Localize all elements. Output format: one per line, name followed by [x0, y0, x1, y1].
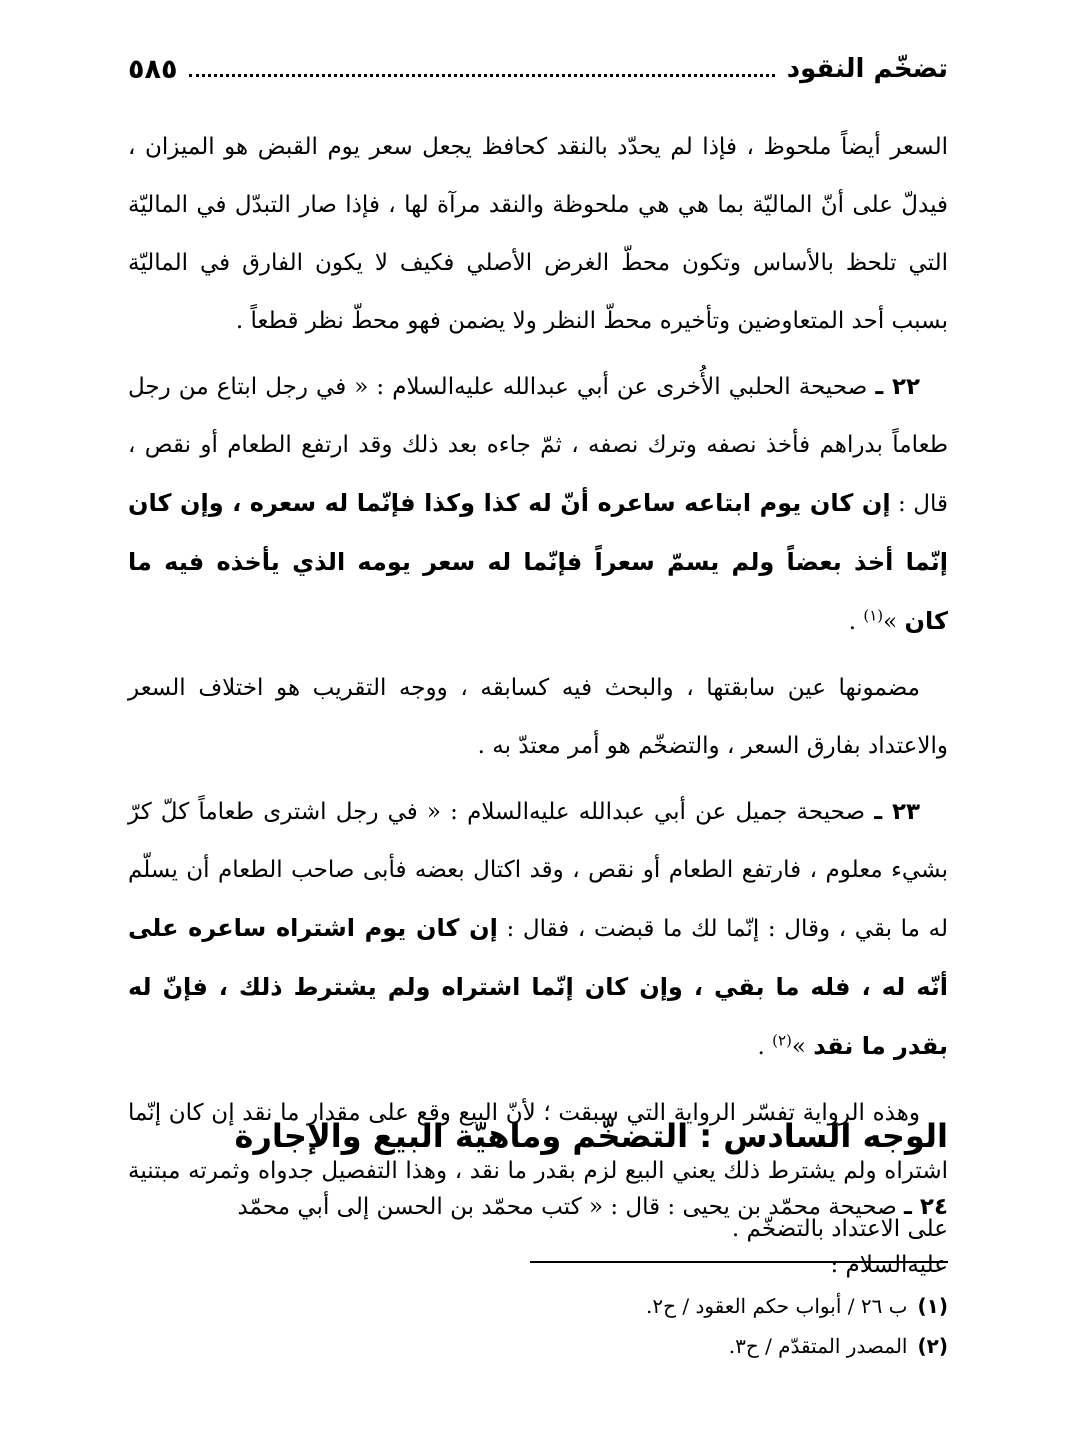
hadith-number: ٢٣ ـ: [874, 799, 921, 825]
hadith-quote-bold: إن كان يوم ابتاعه ساعره أنّ له كذا وكذا فإنّما له سعره ، وإن كان إنّما أخذ بعضاً ولم يسمّ سعراً فإنّما له سعر يومه الذي يأخذه فيه ما كان: [128, 489, 948, 635]
paragraph-1: السعر أيضاً ملحوظ ، فإذا لم يحدّد بالنقد كحافظ يجعل سعر يوم القبض هو الميزان ، فيدلّ على أنّ الماليّة بما هي هي ملحوظة والنقد مرآة لها ، فإذا صار التبدّل في الماليّة التي تلحظ بالأساس وتكون محطّ الغرض الأصلي فكيف لا يكون الفارق في الماليّة بسبب أحد المتعاوضين وتأخيره محطّ النظر ولا يضمن فهو محطّ نظر قطعاً .: [128, 134, 948, 334]
hadith-intro: صحيحة جميل عن أبي عبدالله عليه‌السلام : « في رجل اشترى طعاماً كلّ كرّ بشيء معلوم ، فارتفع الطعام أو نقص ، وقد اكتال بعضه فأبى صاحب الطعام أن يسلّم له ما بقي ، وقال : إنّما لك ما قبضت ، فقال :: [128, 799, 948, 942]
paragraph-hadith-22: [128, 358, 948, 651]
footnote-text: ب ٢٦ / أبواب حكم العقود / ح٢.: [645, 1294, 908, 1318]
paragraph-3: مضمونها عين سابقتها ، والبحث فيه كسابقه ، ووجه التقريب هو اختلاف السعر والاعتداد بفارق السعر ، والتضخّم هو أمر معتدّ به .: [128, 675, 948, 759]
footnote-ref-1: (١): [863, 606, 884, 625]
section-heading: الوجه السادس : التضخّم وماهيّة البيع والإجارة: [234, 1117, 948, 1155]
paragraph-hadith-23: [128, 783, 948, 1076]
footnotes: [128, 1286, 948, 1366]
footnote-mark: (٢): [917, 1334, 948, 1358]
sentence-end: .: [757, 1034, 773, 1060]
running-title: تضخّم النقود: [786, 54, 948, 84]
hadith-intro: صحيحة الحلبي الأُخرى عن أبي عبدالله عليه‌السلام : « في رجل ابتاع من رجل طعاماً بدراهم فأخذ نصفه وترك نصفه ، ثمّ جاءه بعد ذلك وقد ارتفع الطعام أو نقص ، قال :: [128, 374, 948, 517]
hadith-intro: صحيحة محمّد بن يحيى : قال : « كتب محمّد بن الحسن إلى أبي محمّد عليه‌السلام :: [237, 1194, 948, 1278]
hadith-number: ٢٤ ـ: [904, 1194, 948, 1220]
footnote-separator: [530, 1261, 948, 1263]
quote-close-mark: »: [791, 1034, 806, 1060]
body-text: [128, 118, 948, 1258]
footnote-2: [128, 1326, 948, 1366]
footnote-1: [128, 1286, 948, 1326]
footnote-ref-2: (٢): [772, 1031, 792, 1050]
quote-close-mark: »: [883, 609, 898, 635]
sentence-end: .: [848, 609, 864, 635]
header-leader-dots: [189, 74, 774, 77]
footnote-mark: (١): [917, 1294, 948, 1318]
hadith-number: ٢٢ ـ: [875, 374, 921, 400]
paragraph-hadith-24: [128, 1178, 948, 1294]
page-number: ٥٨٥: [128, 53, 178, 85]
paragraph-5: وهذه الرواية تفسّر الرواية التي سبقت ؛ لأنّ البيع وقع على مقدار ما نقد إن كان إنّما اشتراه ولم يشترط ذلك يعني البيع لزم بقدر ما نقد ، وهذا التفصيل جدواه وثمرته مبتنية على الاعتداد بالتضخّم .: [128, 1100, 948, 1242]
hadith-quote-bold: إن كان يوم اشتراه ساعره على أنّه له ، فله ما بقي ، وإن كان إنّما اشتراه ولم يشترط ذلك ، فإنّ له بقدر ما نقد: [128, 914, 948, 1060]
footnote-text: المصدر المتقدّم / ح٣.: [728, 1334, 908, 1358]
page-header: [128, 44, 948, 94]
